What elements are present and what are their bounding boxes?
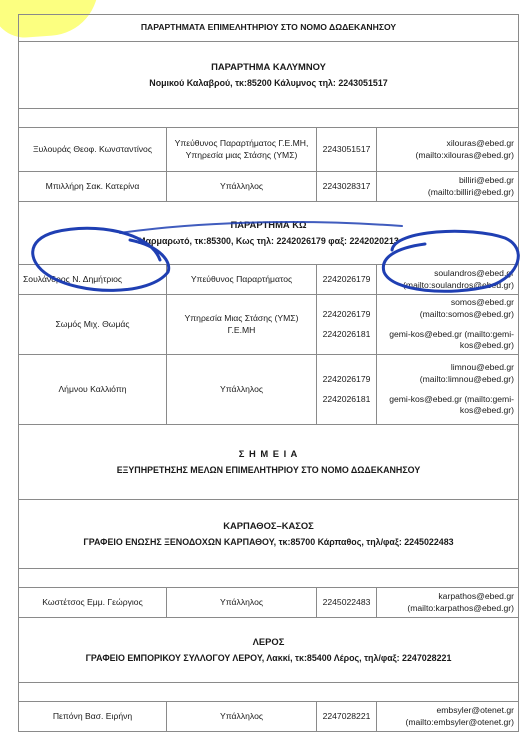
table-row (19, 355, 519, 425)
table-row (19, 128, 519, 172)
staff-name: Μπιλλήρη Σακ. Κατερίνα (19, 172, 167, 202)
document-title: ΠΑΡΑΡΤΗΜΑΤΑ ΕΠΙΜΕΛΗΤΗΡΙΟΥ ΣΤΟ ΝΟΜΟ ΔΩΔΕΚΑΝΗΣΟΥ (19, 15, 519, 42)
staff-role: Υπεύθυνος Παραρτήματος Γ.Ε.ΜΗ, Υπηρεσία μιας Στάσης (ΥΜΣ) (167, 128, 317, 172)
staff-email[interactable]: limnou@ebed.gr (mailto:limnou@ebed.gr) (419, 362, 514, 384)
spacer (19, 569, 519, 588)
karpathos-section-header (19, 500, 519, 569)
staff-emails (377, 355, 519, 425)
staff-phone: 2243051517 (317, 128, 377, 172)
staff-phone: 2242026179 (322, 373, 371, 384)
points-subtitle: ΕΞΥΠΗΡΕΤΗΣΗΣ ΜΕΛΩΝ ΕΠΙΜΕΛΗΤΗΡΙΟΥ ΣΤΟ ΝΟΜΟ ΔΩΔΕΚΑΝΗΣΟΥ (116, 465, 421, 476)
table-row (19, 172, 519, 202)
staff-email[interactable]: karpathos@ebed.gr (mailto:karpathos@ebed.gr) (377, 588, 519, 618)
staff-email[interactable]: soulandros@ebed.gr (mailto:soulandros@ebed.gr) (377, 265, 519, 295)
staff-name: Σωμός Μιχ. Θωμάς (19, 295, 167, 355)
staff-name: Λήμνου Καλλιόπη (19, 355, 167, 425)
staff-email[interactable]: billiri@ebed.gr (mailto:billiri@ebed.gr) (377, 172, 519, 202)
leros-address: ΓΡΑΦΕΙΟ ΕΜΠΟΡΙΚΟΥ ΣΥΛΛΟΓΟΥ ΛΕΡΟΥ, Λακκί, τκ:85400 Λέρος, τηλ/φαξ: 2247028221 (85, 653, 452, 664)
karpathos-address: ΓΡΑΦΕΙΟ ΕΝΩΣΗΣ ΞΕΝΟΔΟΧΩΝ ΚΑΡΠΑΘΟΥ, τκ:85700 Κάρπαθος, τηλ/φαξ: 2245022483 (83, 537, 454, 548)
staff-role: Υπάλληλος (167, 355, 317, 425)
spacer (19, 109, 519, 128)
branches-table (18, 14, 519, 732)
table-row (19, 702, 519, 732)
kos-section-header (19, 202, 519, 265)
leros-title: ΛΕΡΟΣ (252, 635, 285, 647)
staff-role: Υπηρεσία Μιας Στάσης (ΥΜΣ) Γ.Ε.ΜΗ (167, 295, 317, 355)
table-row (19, 295, 519, 355)
staff-phone: 2242026181 (322, 328, 371, 339)
staff-phones (317, 295, 377, 355)
staff-name: Πεπόνη Βασ. Ειρήνη (19, 702, 167, 732)
staff-phones (317, 355, 377, 425)
staff-phone: 2243028317 (317, 172, 377, 202)
staff-email[interactable]: embsyler@otenet.gr (mailto:embsyler@otenet.gr) (377, 702, 519, 732)
staff-phone: 2242026179 (317, 265, 377, 295)
staff-name: Ξυλουράς Θεοφ. Κωνσταντίνος (19, 128, 167, 172)
karpathos-title: ΚΑΡΠΑΘΟΣ–ΚΑΣΟΣ (223, 519, 314, 531)
staff-name: Σουλάνδρος Ν. Δημήτριος (19, 265, 167, 295)
staff-email[interactable]: gemi-kos@ebed.gr (mailto:gemi-kos@ebed.gr) (389, 328, 514, 351)
staff-role: Υπεύθυνος Παραρτήματος (167, 265, 317, 295)
staff-role: Υπάλληλος (167, 702, 317, 732)
points-section-header (19, 425, 519, 500)
staff-email[interactable]: somos@ebed.gr (mailto:somos@ebed.gr) (419, 297, 514, 319)
staff-email[interactable]: gemi-kos@ebed.gr (mailto:gemi-kos@ebed.gr) (389, 393, 514, 416)
kalymnos-section-header (19, 42, 519, 109)
staff-phone: 2245022483 (317, 588, 377, 618)
kalymnos-address: Νομικού Καλαβρού, τκ:85200 Κάλυμνος τηλ: 2243051517 (149, 78, 388, 89)
spacer (19, 683, 519, 702)
staff-name: Κωστέτσος Εμμ. Γεώργιος (19, 588, 167, 618)
staff-phone: 2242026181 (322, 393, 371, 404)
staff-role: Υπάλληλος (167, 588, 317, 618)
staff-role: Υπάλληλος (167, 172, 317, 202)
kos-title: ΠΑΡΑΡΤΗΜΑ ΚΩ (230, 218, 307, 230)
staff-emails (377, 295, 519, 355)
table-row (19, 588, 519, 618)
table-row (19, 265, 519, 295)
points-title: Σ Η Μ Ε Ι Α (238, 447, 299, 459)
staff-phone: 2242026179 (322, 308, 371, 319)
staff-email[interactable]: xilouras@ebed.gr (mailto:xilouras@ebed.gr) (377, 128, 519, 172)
kalymnos-title: ΠΑΡΑΡΤΗΜΑ ΚΑΛΥΜΝΟΥ (211, 60, 326, 72)
staff-phone: 2247028221 (317, 702, 377, 732)
leros-section-header (19, 618, 519, 683)
kos-address: Μαρμαρωτό, τκ:85300, Κως τηλ: 2242026179 φαξ: 2242020213 (138, 236, 399, 247)
